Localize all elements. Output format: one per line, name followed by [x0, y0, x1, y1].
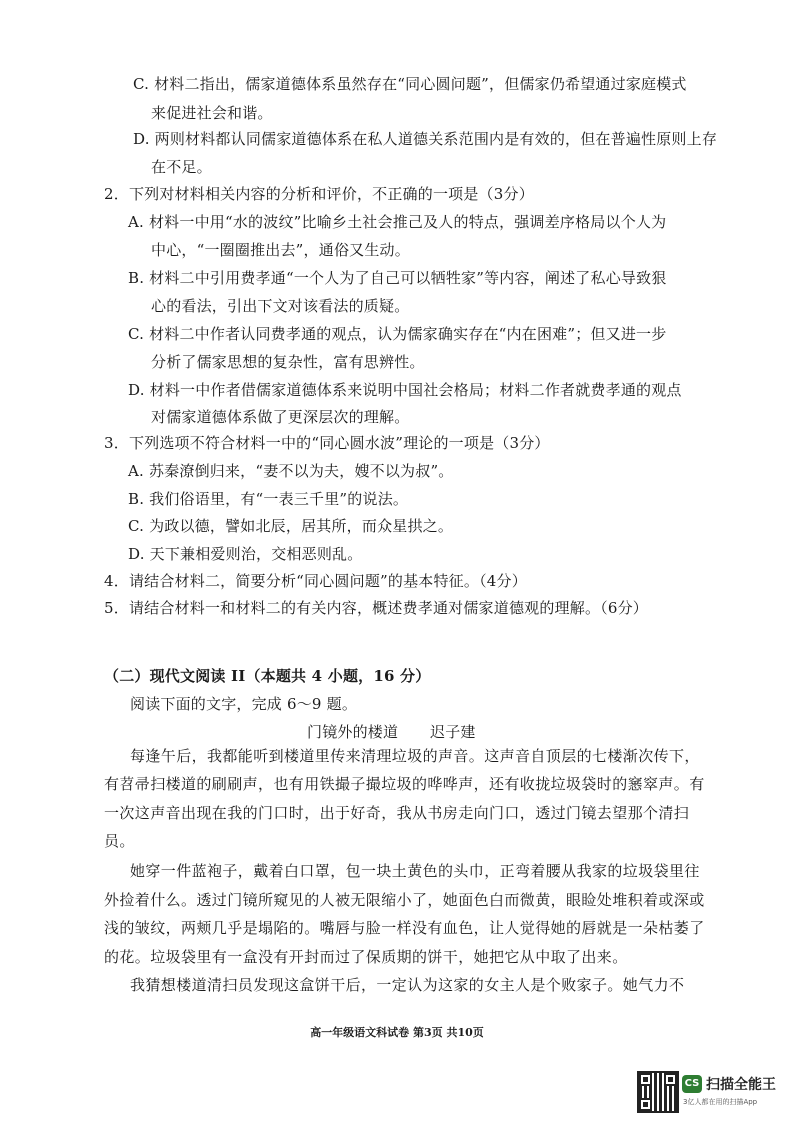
section-2-instruction: 阅读下面的文字，完成 6～9 题。 [130, 695, 358, 713]
q2-option-a-line1: A. 材料一中用“水的波纹”比喻乡土社会推己及人的特点，强调差序格局以个人为 [128, 213, 667, 231]
question-5: 5．请结合材料一和材料二的有关内容，概述费孝通对儒家道德观的理解。（6分） [104, 599, 648, 617]
q1-option-d-line2: 在不足。 [151, 158, 212, 176]
question-4: 4．请结合材料二，简要分析“同心圆问题”的基本特征。（4分） [104, 572, 527, 590]
q3-option-c: C. 为政以德，譬如北辰，居其所，而众星拱之。 [128, 517, 454, 535]
q1-option-c-line2: 来促进社会和谐。 [151, 104, 273, 122]
section-2-heading: （二）现代文阅读 II（本题共 4 小题，16 分） [104, 667, 431, 685]
q3-option-b: B. 我们俗语里，有“一表三千里”的说法。 [128, 490, 409, 508]
q3-option-d: D. 天下兼相爱则治，交相恶则乱。 [128, 545, 363, 563]
question-2-stem: 2．下列对材料相关内容的分析和评价，不正确的一项是（3分） [104, 185, 534, 203]
q2-option-a-line2: 中心，“一圈圈推出去”，通俗又生动。 [151, 241, 410, 259]
q2-option-d-line2: 对儒家道德体系做了更深层次的理解。 [151, 408, 410, 426]
q1-option-d-line1: D. 两则材料都认同儒家道德体系在私人道德关系范围内是有效的，但在普遍性原则上存 [133, 130, 718, 148]
camscanner-logo-icon: CS [682, 1075, 702, 1093]
story-line: 我猜想楼道清扫员发现这盒饼干后，一定认为这家的女主人是个败家子。她气力不 [130, 976, 685, 994]
watermark-subtitle: 3亿人都在用的扫描App [683, 1098, 758, 1106]
story-line: 她穿一件蓝袍子，戴着白口罩，包一块土黄色的头巾，正弯着腰从我家的垃圾袋里往 [130, 862, 700, 880]
page-footer: 高一年级语文科试卷 第3页 共10页 [310, 1026, 484, 1039]
q2-option-b-line1: B. 材料二中引用费孝通“一个人为了自己可以牺牲家”等内容，阐述了私心导致狠 [128, 269, 667, 287]
q2-option-c-line2: 分析了儒家思想的复杂性，富有思辨性。 [151, 353, 425, 371]
story-line: 一次这声音出现在我的门口时，出于好奇，我从书房走向门口，透过门镜去望那个清扫 [104, 804, 690, 822]
story-line: 浅的皱纹，两颊几乎是塌陷的。嘴唇与脸一样没有血色，让人觉得她的唇就是一朵枯萎了 [104, 919, 705, 937]
story-author: 迟子建 [430, 723, 476, 741]
story-line: 员。 [104, 832, 135, 850]
watermark-title: 扫描全能王 [706, 1077, 776, 1093]
story-title: 门镜外的楼道 [307, 723, 399, 741]
qr-code-icon [637, 1071, 679, 1113]
q2-option-d-line1: D. 材料一中作者借儒家道德体系来说明中国社会格局；材料二作者就费孝通的观点 [128, 381, 682, 399]
q2-option-c-line1: C. 材料二中作者认同费孝通的观点，认为儒家确实存在“内在困难”；但又进一步 [128, 325, 667, 343]
story-line: 每逢午后，我都能听到楼道里传来清理垃圾的声音。这声音自顶层的七楼渐次传下， [130, 747, 700, 765]
story-line: 的花。垃圾袋里有一盒没有开封而过了保质期的饼干，她把它从中取了出来。 [104, 948, 628, 966]
q3-option-a: A. 苏秦潦倒归来，“妻不以为夫，嫂不以为叔”。 [128, 462, 454, 480]
story-line: 外捡着什么。透过门镜所窥见的人被无限缩小了，她面色白而微黄，眼睑处堆积着或深或 [104, 891, 705, 909]
story-line: 有苕帚扫楼道的刷刷声，也有用铁撮子撮垃圾的哗哗声，还有收拢垃圾袋时的窸窣声。有 [104, 775, 705, 793]
q2-option-b-line2: 心的看法，引出下文对该看法的质疑。 [151, 297, 410, 315]
question-3-stem: 3．下列选项不符合材料一中的“同心圆水波”理论的一项是（3分） [104, 434, 550, 452]
q1-option-c-line1: C. 材料二指出，儒家道德体系虽然存在“同心圆问题”，但儒家仍希望通过家庭模式 [133, 75, 687, 93]
